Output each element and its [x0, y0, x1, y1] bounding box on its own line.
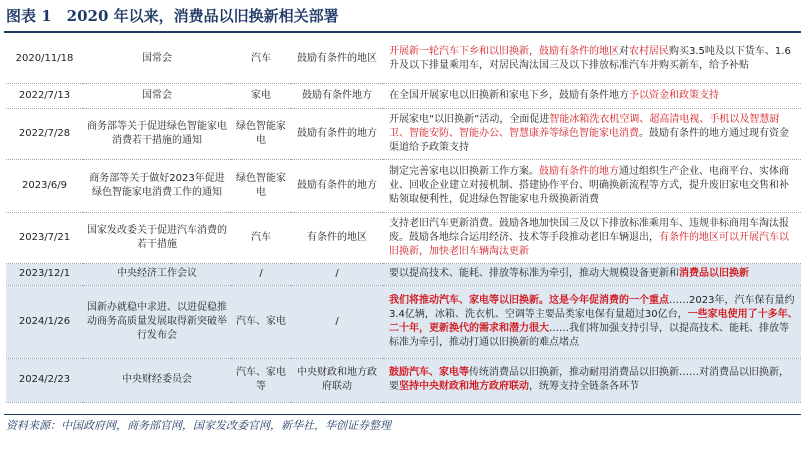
- highlighted-text: 一些家电使用了十多年、二十年，更新换代的需求和潜力很大: [389, 308, 798, 334]
- category-cell: 绿色智能家电: [231, 108, 291, 159]
- policy-table-body: [6, 36, 801, 402]
- content-text: 支持老旧汽车更新消费。鼓励各地加快国三及以下排放标准乘用车、违规非标商用车淘汰报废。鼓励各地综合运用经济、技术等手段推动老旧车辆退出，: [389, 217, 789, 243]
- issuer-cell: 国常会: [83, 83, 231, 108]
- highlighted-text: 我们将推动汽车、家电等以旧换新。这是今年促消费的一个重点: [389, 294, 669, 306]
- content-text: 在全国开展家电以旧换新和家电下乡，鼓励有条件地方: [389, 89, 629, 101]
- policy-table: [6, 36, 801, 403]
- content-cell: [383, 212, 801, 263]
- highlighted-text: 坚持中央财政和地方政府联动: [399, 381, 529, 392]
- table-row: [6, 263, 801, 285]
- highlighted-text: 智能冰箱洗衣机空调、超高清电视、手机以及智慧厨卫、智能安防、智能办公、智慧康养等绿色智能家电消费: [389, 113, 780, 139]
- scope-cell: 鼓励有条件的地方: [291, 108, 383, 159]
- scope-cell: 鼓励有条件的地区: [291, 36, 383, 83]
- date-cell: 2024/2/23: [6, 358, 83, 402]
- scope-cell: 鼓励有条件地方: [291, 83, 383, 108]
- date-cell: 2020/11/18: [6, 36, 83, 83]
- table-row: [6, 108, 801, 159]
- category-cell: 汽车、家电等: [231, 358, 291, 402]
- category-cell: 汽车: [231, 36, 291, 83]
- highlighted-text: 农村居民: [629, 46, 669, 58]
- category-cell: 家电: [231, 83, 291, 108]
- content-cell: [383, 263, 801, 285]
- content-text: 制定完善家电以旧换新工作方案。: [389, 165, 539, 177]
- content-text: 通过组织生产企业、电商平台、实体商业、回收企业建立对接机制、搭建协作平台、明确换新流程等方式，提升废旧家电交售和补贴领取便利性，促进绿色智能家电升级换新消费: [389, 165, 789, 205]
- highlighted-text: 鼓励汽车、家电等: [389, 367, 469, 378]
- highlighted-text: 鼓励有条件的地方: [539, 165, 619, 177]
- content-text: 传统消费品以旧换新，推动耐用消费品以旧换新……对消费品以旧换新，要: [389, 367, 789, 392]
- scope-cell: /: [291, 285, 383, 358]
- content-cell: [383, 83, 801, 108]
- table-row: [6, 358, 801, 402]
- table-row: [6, 159, 801, 212]
- content-text: ……我们将加强支持引导，以提高技术、能耗、排放等标准为牵引，推动打通以旧换新的难点堵点: [389, 322, 789, 348]
- content-text: 。鼓励有条件的地方通过现有资金渠道给予政策支持: [389, 127, 789, 153]
- category-cell: 汽车、家电: [231, 285, 291, 358]
- category-cell: 绿色智能家电: [231, 159, 291, 212]
- issuer-cell: 商务部等关于做好2023年促进绿色智能家电消费工作的通知: [83, 159, 231, 212]
- category-cell: /: [231, 263, 291, 285]
- date-cell: 2024/1/26: [6, 285, 83, 358]
- issuer-cell: 国常会: [83, 36, 231, 83]
- scope-cell: 中央财政和地方政府联动: [291, 358, 383, 402]
- highlighted-text: 开展新一轮汽车下乡和以旧换新，鼓励有条件的地区: [389, 46, 619, 58]
- date-cell: 2023/6/9: [6, 159, 83, 212]
- content-cell: [383, 36, 801, 83]
- date-cell: 2022/7/28: [6, 108, 83, 159]
- content-text: 购买3.5吨及以下货车、1.6升及以下排量乘用车，对居民淘汰国三及以下排放标准汽车并购买新车，给予补贴: [389, 46, 791, 72]
- table-row: [6, 83, 801, 108]
- issuer-cell: 国家发改委关于促进汽车消费的若干措施: [83, 212, 231, 263]
- content-cell: [383, 358, 801, 402]
- figure-title: 图表 1 2020 年以来，消费品以旧换新相关部署: [6, 7, 339, 25]
- issuer-cell: 中央经济工作会议: [83, 263, 231, 285]
- highlighted-text: 予以资金和政策支持: [629, 89, 719, 101]
- content-cell: [383, 159, 801, 212]
- content-text: 要以提高技术、能耗、排放等标准为牵引，推动大规模设备更新和: [389, 268, 679, 279]
- scope-cell: 有条件的地区: [291, 212, 383, 263]
- scope-cell: /: [291, 263, 383, 285]
- date-cell: 2023/12/1: [6, 263, 83, 285]
- date-cell: 2023/7/21: [6, 212, 83, 263]
- table-row: [6, 212, 801, 263]
- highlighted-text: 消费品以旧换新: [679, 268, 749, 279]
- content-cell: [383, 108, 801, 159]
- title-divider: [4, 31, 801, 33]
- content-text: 开展家电“以旧换新”活动，全面促进: [389, 113, 550, 125]
- table-row: [6, 36, 801, 83]
- issuer-cell: 国新办就稳中求进、以进促稳推动商务高质量发展取得新突破举行发布会: [83, 285, 231, 358]
- content-text: 对: [619, 46, 629, 58]
- source-note: 资料来源：中国政府网，商务部官网，国家发改委官网，新华社，华创证券整理: [6, 419, 391, 432]
- category-cell: 汽车: [231, 212, 291, 263]
- table-row: [6, 285, 801, 358]
- issuer-cell: 中央财经委员会: [83, 358, 231, 402]
- content-text: ，统筹支持全链条各环节: [529, 381, 639, 392]
- content-cell: [383, 285, 801, 358]
- date-cell: 2022/7/13: [6, 83, 83, 108]
- source-divider: [4, 414, 801, 415]
- highlighted-text: 有条件的地区可以开展汽车以旧换新，加快老旧车辆淘汰更新: [389, 231, 789, 257]
- issuer-cell: 商务部等关于促进绿色智能家电消费若干措施的通知: [83, 108, 231, 159]
- content-text: ……2023年，汽车保有量约3.4亿辆，冰箱、洗衣机、空调等主要品类家电保有量超过30亿台，: [389, 294, 795, 320]
- scope-cell: 鼓励有条件的地方: [291, 159, 383, 212]
